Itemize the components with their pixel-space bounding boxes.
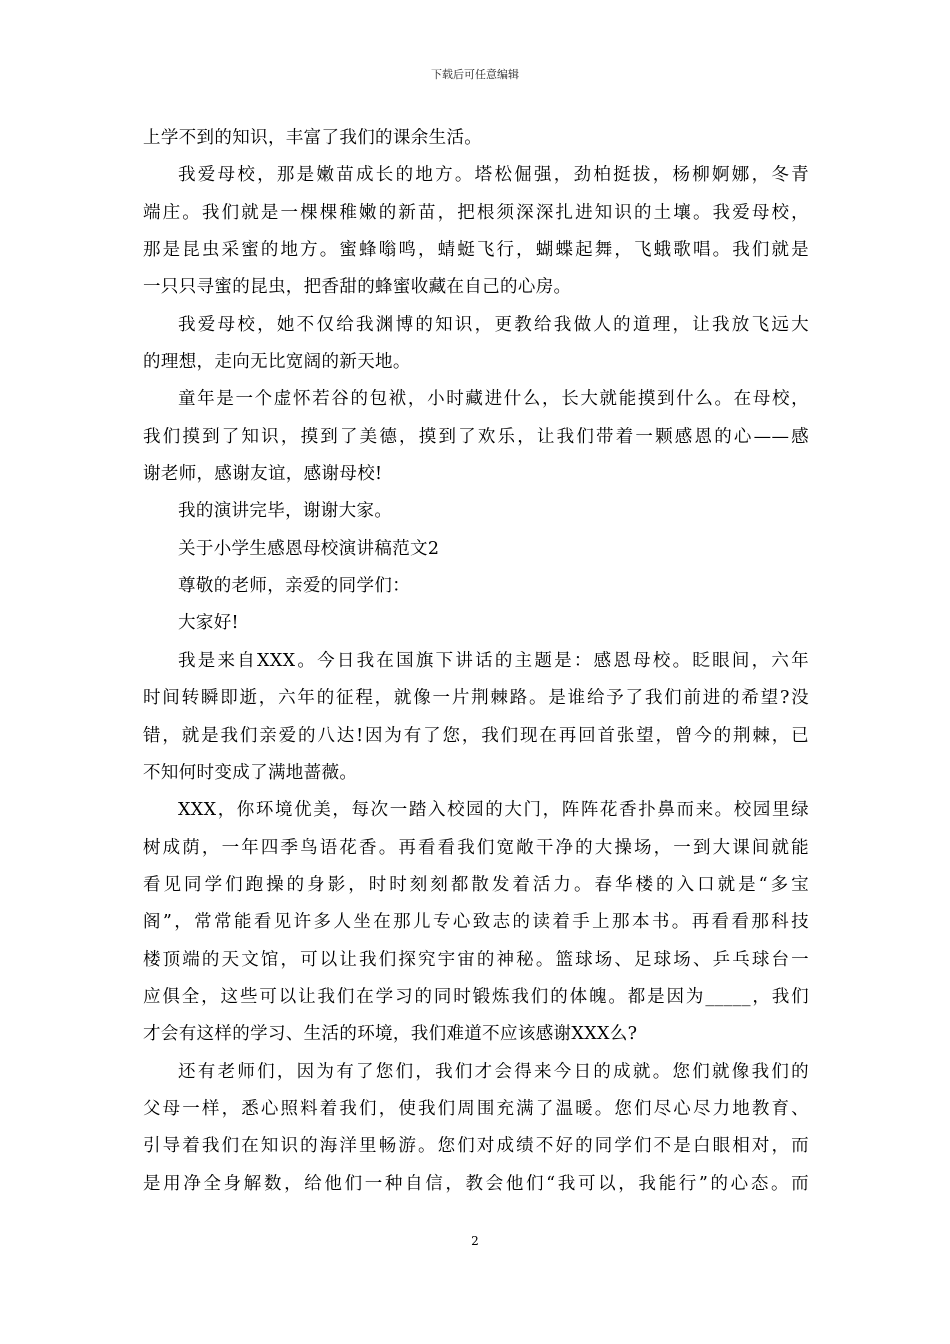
text-line: 父母一样，悉心照料着我们，使我们周围充满了温暖。您们尽心尽力地教育、	[143, 1098, 809, 1119]
text-line: 错，就是我们亲爱的八达!因为有了您，我们现在再回首张望，曾今的荆棘，已	[143, 725, 809, 746]
text-line: 还有老师们，因为有了您们，我们才会得来今日的成就。您们就像我们的	[178, 1061, 809, 1082]
page-header: 下载后可任意编辑	[431, 68, 519, 81]
page-number: 2	[471, 1234, 479, 1248]
text-line: XXX，你环境优美，每次一踏入校园的大门，阵阵花香扑鼻而来。校园里绿	[178, 800, 809, 821]
text-line: 我爱母校，她不仅给我渊博的知识，更教给我做人的道理，让我放飞远大	[178, 314, 809, 335]
text-line: 谢老师，感谢友谊，感谢母校!	[143, 464, 383, 485]
text-line: 童年是一个虚怀若谷的包袱，小时藏进什么，长大就能摸到什么。在母校，	[178, 389, 809, 410]
text-line: 尊敬的老师，亲爱的同学们：	[178, 576, 411, 597]
text-line: 阁”，常常能看见许多人坐在那儿专心致志的读着手上那本书。再看看那科技	[143, 912, 809, 933]
text-line: 引导着我们在知识的海洋里畅游。您们对成绩不好的同学们不是白眼相对，而	[143, 1136, 809, 1157]
text-line: 我是来自XXX。今日我在国旗下讲话的主题是：感恩母校。眨眼间，六年	[178, 650, 809, 671]
text-line: 楼顶端的天文馆，可以让我们探究宇宙的神秘。篮球场、足球场、乒乓球台一	[143, 949, 809, 970]
text-line: 我爱母校，那是嫩苗成长的地方。塔松倔强，劲柏挺拔，杨柳婀娜，冬青	[178, 165, 809, 186]
text-line: 看见同学们跑操的身影，时时刻刻都散发着活力。春华楼的入口就是“多宝	[143, 874, 809, 895]
text-line: 上学不到的知识，丰富了我们的课余生活。	[143, 128, 483, 148]
text-line: 关于小学生感恩母校演讲稿范文2	[178, 538, 440, 559]
text-line: 才会有这样的学习、生活的环境，我们难道不应该感谢XXX么?	[143, 1024, 638, 1045]
text-line: 一只只寻蜜的昆虫，把香甜的蜂蜜收藏在自己的心房。	[143, 277, 572, 298]
text-line: 是用净全身解数，给他们一种自信，教会他们“我可以，我能行”的心态。而	[143, 1173, 809, 1194]
text-line: 端庄。我们就是一棵棵稚嫩的新苗，把根须深深扎进知识的土壤。我爱母校，	[143, 202, 809, 223]
text-line: 应俱全，这些可以让我们在学习的同时锻炼我们的体魄。都是因为_____，我们	[143, 986, 809, 1007]
text-line: 树成荫，一年四季鸟语花香。再看看我们宽敞干净的大操场，一到大课间就能	[143, 837, 809, 858]
text-line: 不知何时变成了满地蔷薇。	[143, 762, 358, 783]
text-line: 时间转瞬即逝，六年的征程，就像一片荆棘路。是谁给予了我们前进的希望?没	[143, 688, 809, 709]
text-line: 大家好!	[178, 613, 239, 634]
text-line: 那是昆虫采蜜的地方。蜜蜂嗡鸣，蜻蜓飞行，蝴蝶起舞，飞蛾歌唱。我们就是	[143, 240, 809, 261]
text-line: 我们摸到了知识，摸到了美德，摸到了欢乐，让我们带着一颗感恩的心——感	[143, 426, 809, 447]
text-line: 我的演讲完毕，谢谢大家。	[178, 501, 393, 522]
text-line: 的理想，走向无比宽阔的新天地。	[143, 352, 411, 373]
body-text	[143, 120, 809, 1203]
